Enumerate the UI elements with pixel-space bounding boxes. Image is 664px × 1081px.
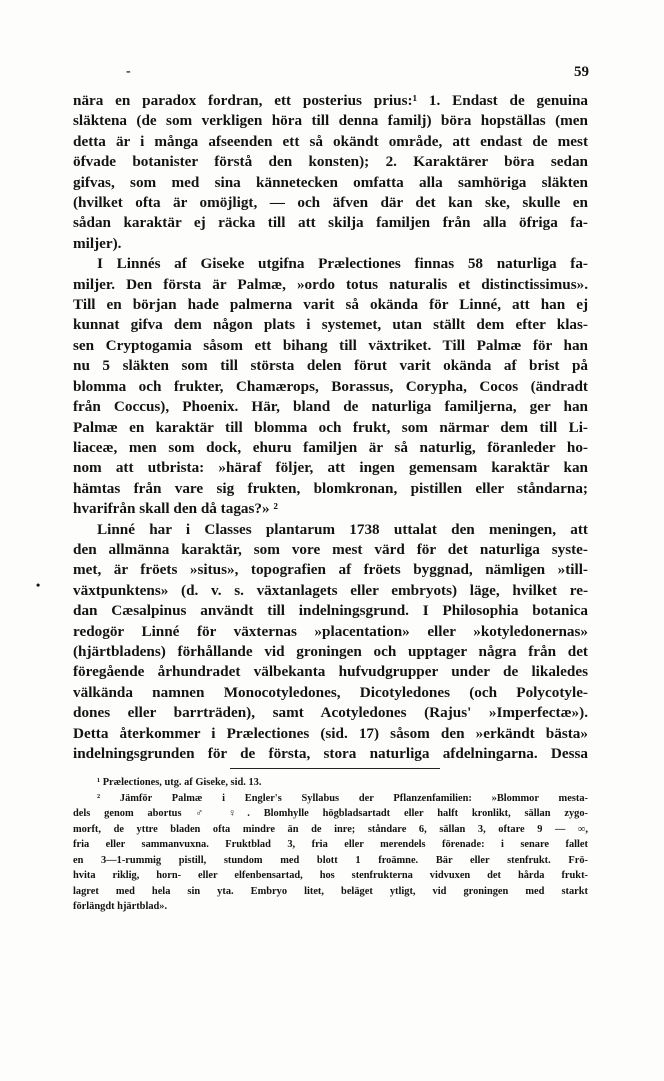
footnote-line: en 3—1-rummig pistill, stundom med blott 1 froämne. Bär eller stenfrukt. Frö-: [73, 854, 588, 866]
body-line: gifvas, som med sina kännetecken omfatta alla samhöriga släkten: [73, 173, 588, 191]
body-line: kunnat gifva dem någon plats i systemet, utan ställt dem efter klas-: [73, 316, 588, 334]
body-line: liaceæ, men som dock, ehuru familjen är så naturlig, föranleder ho-: [73, 438, 588, 456]
body-line: nära en paradox fordran, ett posterius prius:¹ 1. Endast de genuina: [73, 92, 588, 109]
footnote-rule: [230, 768, 440, 769]
body-line: Linné har i Classes plantarum 1738 uttalat den meningen, att: [97, 520, 588, 538]
margin-mark: •: [36, 578, 41, 592]
stray-mark: -: [126, 64, 131, 79]
body-line: växtpunktens» (d. v. s. växtanlagets eller embryots) läge, hvilket re-: [73, 581, 588, 599]
body-line: redogör Linné för växternas »placentation» eller »kotyledonernas»: [73, 622, 588, 640]
footnote-line: dels genom abortus ♂ ♀. Blomhylle högbladsartadt eller halft kronlikt, sällan zygo-: [73, 808, 588, 819]
body-line: från Coccus), Phoenix. Här, bland de naturliga familjerna, ger han: [73, 398, 588, 416]
body-line: hvarifrån skall den då tagas?» ²: [73, 500, 278, 518]
body-line: miljer).: [73, 234, 122, 252]
body-line: sådan karaktär ej räcka till att skilja familjen från alla öfriga fa-: [73, 214, 588, 232]
body-line: dones eller barrträden), samt Acotyledones (Rajus' »Imperfectæ»).: [73, 704, 588, 722]
body-line: föregående århundradet välbekanta hufvudgrupper under de likaledes: [73, 663, 588, 681]
body-line: nu 5 släkten som till största delen förut varit okända af brist på: [73, 357, 588, 375]
body-line: detta är i många afseenden ett så okändt område, att endast de mest: [73, 132, 588, 150]
body-line: dan Cæsalpinus användt till indelningsgrund. I Philosophia botanica: [73, 602, 588, 620]
body-line: I Linnés af Giseke utgifna Prælectiones finnas 58 naturliga fa-: [97, 255, 588, 273]
body-line: miljer. Den första är Palmæ, »ordo totus naturalis et distinctissimus».: [73, 275, 588, 293]
body-line: sen Cryptogamia såsom ett bihang till växtriket. Till Palmæ för han: [73, 336, 588, 354]
body-line: släktena (de som verkligen höra till denna familj) böra hopställas (men: [73, 112, 588, 130]
footnote-line: morft, de yttre bladen ofta mindre än de inre; ståndare 6, sällan 3, oftare 9 — ∞,: [73, 823, 588, 835]
body-text: [73, 91, 588, 764]
footnote-line: hvita riklig, horn- eller elfenbensartad, hos stenfrukterna vidvuxen det hårda frukt-: [73, 870, 588, 881]
body-line: den allmänna karaktär, som vore mest värd för det naturliga syste-: [73, 540, 588, 558]
body-line: hämtas från vare sig frukten, blomkronan, pistillen eller ståndarna;: [73, 479, 588, 497]
body-line: Detta återkommer i Prælectiones (sid. 17) såsom den »erkändt bästa»: [73, 724, 588, 742]
footnotes: [73, 775, 588, 915]
body-line: Till en början hade palmerna varit så okända för Linné, att han ej: [73, 296, 588, 314]
body-line: Palmæ en karaktär till blomma och frukt, som närmar dem till Li-: [73, 418, 588, 436]
body-line: (hvilket ofta är omöjligt, — och äfven där det kan ske, skulle en: [73, 194, 588, 212]
body-line: blomma och frukter, Chamærops, Borassus, Corypha, Cocos (ändradt: [73, 377, 588, 395]
footnote-line: fria eller sammanvuxna. Fruktblad 3, fria eller merendels förenade: i senare fallet: [73, 839, 588, 850]
footnote-line: förlängdt hjärtblad».: [73, 901, 168, 912]
body-line: nom att utbrista: »häraf följer, att ingen gemensam karaktär kan: [73, 459, 588, 477]
footnote-line: ¹ Prælectiones, utg. af Giseke, sid. 13.: [97, 777, 262, 788]
body-line: öfvade botanister förstå den konsten); 2. Karaktärer böra sedan: [73, 153, 588, 171]
page-number: 59: [574, 64, 589, 80]
body-line: välkända namnen Monocotyledones, Dicotyledones (och Polycotyle-: [73, 683, 588, 701]
body-line: met, är fröets »situs», topografien af fröets byggnad, nämligen »till-: [73, 561, 588, 579]
body-line: (hjärtbladens) förhållande vid groningen och upptager några från det: [73, 642, 588, 660]
footnote-line: lagret med hela sin yta. Embryo litet, beläget ytligt, vid groningen med starkt: [73, 885, 588, 897]
body-line: indelningsgrunden för de första, stora naturliga afdelningarna. Dessa: [73, 745, 588, 762]
footnote-line: ² Jämför Palmæ i Engler's Syllabus der Pflanzenfamilien: »Blommor mesta-: [97, 792, 588, 804]
